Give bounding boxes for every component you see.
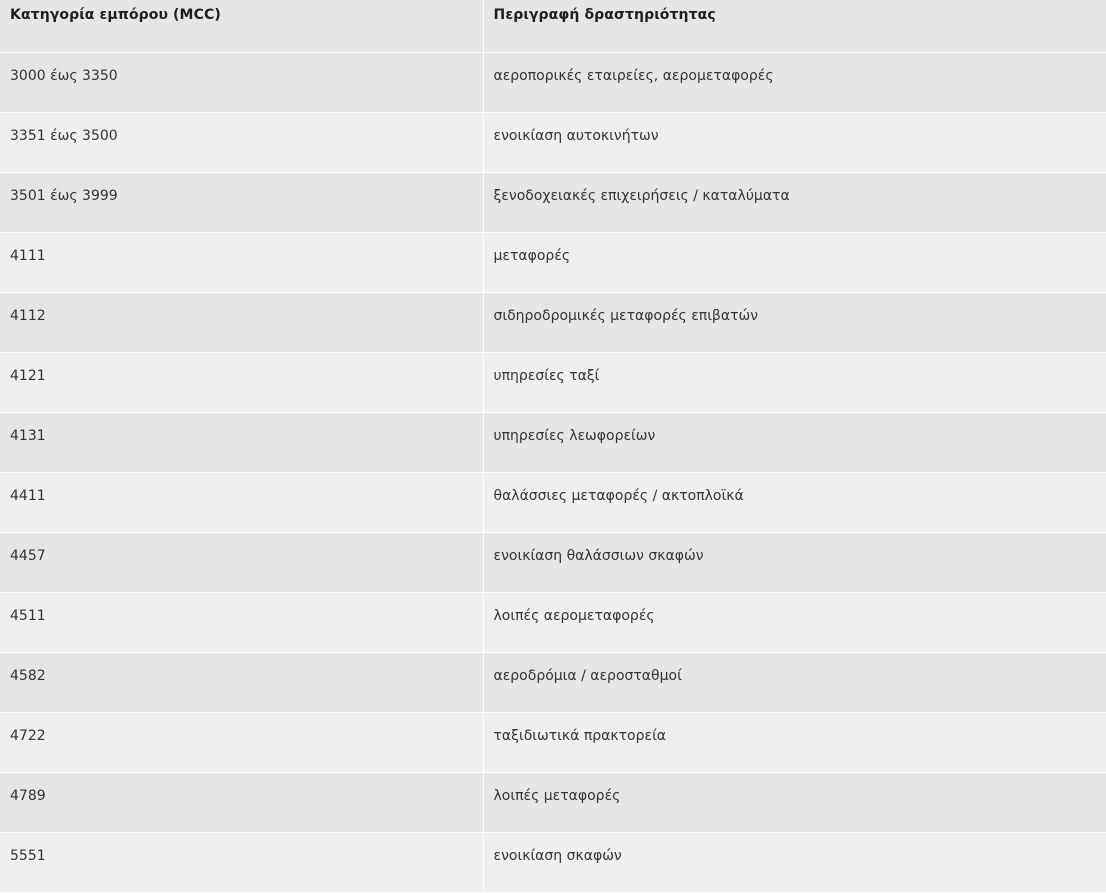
description-cell: λοιπές αερομεταφορές xyxy=(493,607,655,624)
header-description: Περιγραφή δραστηριότητας xyxy=(493,7,716,23)
table-body xyxy=(0,52,1106,892)
table-row xyxy=(0,52,1106,112)
description-cell: υπηρεσίες ταξί xyxy=(493,367,600,384)
mcc-cell: 4131 xyxy=(0,412,483,472)
description-cell: ενοικίαση θαλάσσιων σκαφών xyxy=(493,547,704,564)
description-cell: υπηρεσίες λεωφορείων xyxy=(493,427,656,444)
mcc-cell: 4722 xyxy=(0,712,483,772)
table-row xyxy=(0,532,1106,592)
table-row xyxy=(0,712,1106,772)
table-row xyxy=(0,832,1106,892)
table-row xyxy=(0,172,1106,232)
table-row xyxy=(0,112,1106,172)
description-cell: αεροπορικές εταιρείες, αερομεταφορές xyxy=(493,67,774,84)
mcc-cell: 3000 έως 3350 xyxy=(0,52,483,112)
mcc-cell: 4121 xyxy=(0,352,483,412)
mcc-cell: 3501 έως 3999 xyxy=(0,172,483,232)
description-cell: μεταφορές xyxy=(493,247,571,264)
table-row xyxy=(0,592,1106,652)
table-row xyxy=(0,412,1106,472)
table-row xyxy=(0,772,1106,832)
mcc-cell: 4111 xyxy=(0,232,483,292)
description-cell: ξενοδοχειακές επιχειρήσεις / καταλύματα xyxy=(493,187,790,204)
header-mcc: Κατηγορία εμπόρου (MCC) xyxy=(0,0,483,52)
mcc-cell: 5551 xyxy=(0,832,483,892)
table-row xyxy=(0,352,1106,412)
header-row xyxy=(0,0,1106,52)
table-row xyxy=(0,232,1106,292)
description-cell: ενοικίαση αυτοκινήτων xyxy=(493,127,659,144)
mcc-cell: 4112 xyxy=(0,292,483,352)
table-header xyxy=(0,0,1106,52)
description-cell: θαλάσσιες μεταφορές / ακτοπλοϊκά xyxy=(493,487,744,504)
table-row xyxy=(0,292,1106,352)
table-row xyxy=(0,472,1106,532)
description-cell: ταξιδιωτικά πρακτορεία xyxy=(493,727,667,744)
description-cell: ενοικίαση σκαφών xyxy=(493,847,622,864)
mcc-cell: 4789 xyxy=(0,772,483,832)
mcc-cell: 4457 xyxy=(0,532,483,592)
mcc-cell: 4411 xyxy=(0,472,483,532)
mcc-cell: 3351 έως 3500 xyxy=(0,112,483,172)
description-cell: λοιπές μεταφορές xyxy=(493,787,621,804)
description-cell: αεροδρόμια / αεροσταθμοί xyxy=(493,667,682,684)
mcc-cell: 4511 xyxy=(0,592,483,652)
mcc-cell: 4582 xyxy=(0,652,483,712)
description-cell: σιδηροδρομικές μεταφορές επιβατών xyxy=(493,307,759,324)
table-row xyxy=(0,652,1106,712)
